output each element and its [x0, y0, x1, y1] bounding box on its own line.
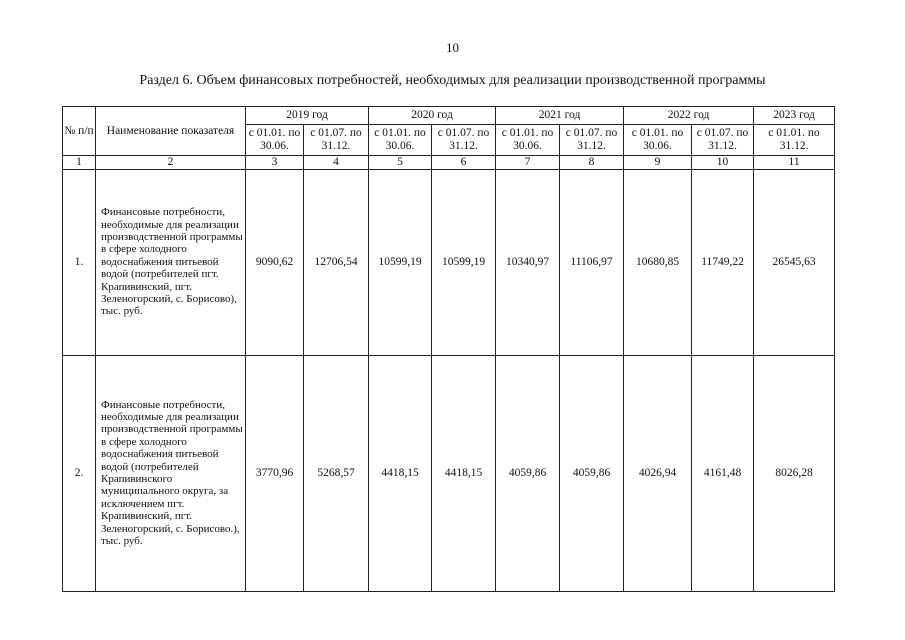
value-2020-h2: 10599,19 — [432, 170, 496, 356]
value-2021-h1: 4059,86 — [496, 356, 560, 592]
period-2019-h1: с 01.01. по 30.06. — [246, 125, 304, 156]
value-2022-h2: 4161,48 — [692, 356, 754, 592]
value-2023-full: 8026,28 — [754, 356, 835, 592]
header-indicator-name: Наименование показателя — [96, 107, 246, 156]
period-2023-full: с 01.01. по 31.12. — [754, 125, 835, 156]
col-number: 6 — [432, 156, 496, 170]
header-year-2023: 2023 год — [754, 107, 835, 125]
period-2021-h1: с 01.01. по 30.06. — [496, 125, 560, 156]
period-2020-h1: с 01.01. по 30.06. — [369, 125, 432, 156]
col-number: 1 — [63, 156, 96, 170]
page-number: 10 — [446, 40, 459, 55]
value-2019-h1: 3770,96 — [246, 356, 304, 592]
period-2022-h2: с 01.07. по 31.12. — [692, 125, 754, 156]
col-number: 8 — [560, 156, 624, 170]
value-2019-h2: 12706,54 — [304, 170, 369, 356]
col-number: 3 — [246, 156, 304, 170]
period-2022-h1: с 01.01. по 30.06. — [624, 125, 692, 156]
indicator-name: Финансовые потребности, необходимые для реализации производственной программы в сфере холодного водоснабжения питьевой водой (потребителей Крапивинского муниципального округа, за исключением пгт. Крапивинский, пгт. Зеленогорский, с. Борисово.), тыс. руб. — [96, 356, 246, 592]
table-row — [63, 356, 835, 592]
period-2021-h2: с 01.07. по 31.12. — [560, 125, 624, 156]
header-year-2021: 2021 год — [496, 107, 624, 125]
header-row-number: № п/п — [63, 107, 96, 156]
value-2020-h2: 4418,15 — [432, 356, 496, 592]
indicator-name: Финансовые потребности, необходимые для реализации производственной программы в сфере холодного водоснабжения питьевой водой (потребителей пгт. Крапивинский, пгт. Зеленогорский, с. Борисово), тыс. руб. — [96, 170, 246, 356]
value-2021-h2: 4059,86 — [560, 356, 624, 592]
col-number: 2 — [96, 156, 246, 170]
value-2022-h1: 4026,94 — [624, 356, 692, 592]
col-number: 4 — [304, 156, 369, 170]
column-numbers-row — [63, 156, 835, 170]
header-year-2022: 2022 год — [624, 107, 754, 125]
table-row — [63, 170, 835, 356]
row-number: 1. — [63, 170, 96, 356]
value-2019-h1: 9090,62 — [246, 170, 304, 356]
col-number: 11 — [754, 156, 835, 170]
header-year-2019: 2019 год — [246, 107, 369, 125]
col-number: 7 — [496, 156, 560, 170]
value-2021-h1: 10340,97 — [496, 170, 560, 356]
col-number: 5 — [369, 156, 432, 170]
col-number: 9 — [624, 156, 692, 170]
row-number: 2. — [63, 356, 96, 592]
financial-needs-table — [62, 106, 835, 592]
section-title: Раздел 6. Объем финансовых потребностей, необходимых для реализации производственной программы — [139, 73, 766, 88]
value-2019-h2: 5268,57 — [304, 356, 369, 592]
value-2021-h2: 11106,97 — [560, 170, 624, 356]
value-2023-full: 26545,63 — [754, 170, 835, 356]
header-years-row — [63, 107, 835, 125]
value-2022-h1: 10680,85 — [624, 170, 692, 356]
col-number: 10 — [692, 156, 754, 170]
value-2020-h1: 10599,19 — [369, 170, 432, 356]
value-2020-h1: 4418,15 — [369, 356, 432, 592]
header-year-2020: 2020 год — [369, 107, 496, 125]
value-2022-h2: 11749,22 — [692, 170, 754, 356]
period-2019-h2: с 01.07. по 31.12. — [304, 125, 369, 156]
period-2020-h2: с 01.07. по 31.12. — [432, 125, 496, 156]
